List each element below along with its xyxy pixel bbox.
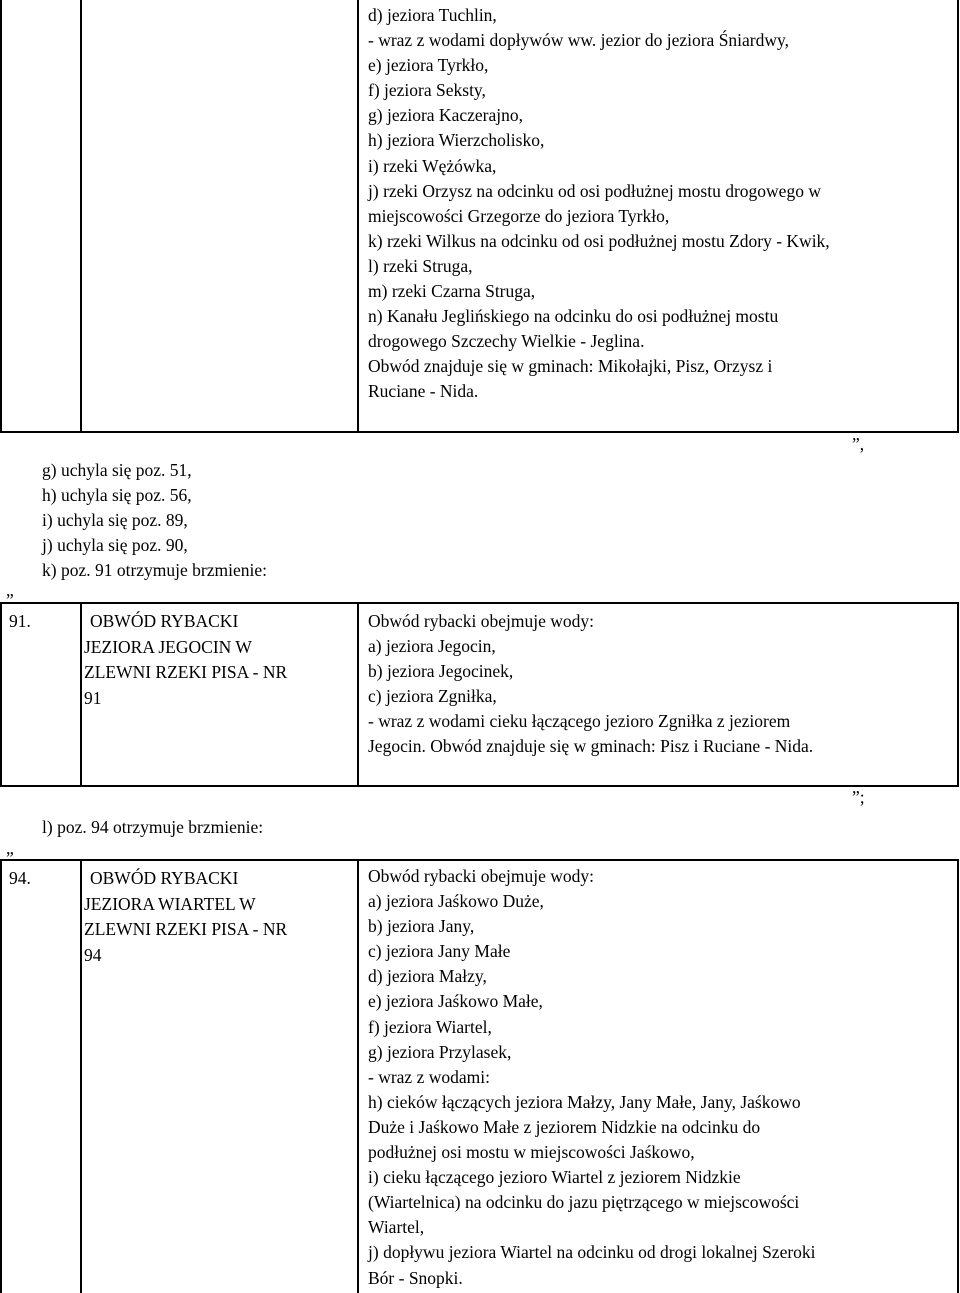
top-description (368, 3, 830, 405)
entry-title (84, 609, 287, 711)
closing-quote-mark: ”, (852, 434, 865, 454)
description-line: Obwód znajduje się w gminach: Mikołajki, Pisz, Orzysz i (368, 356, 773, 377)
entry-number: 91. (9, 611, 31, 631)
description-line: podłużnej osi mostu w miejscowości Jaśkowo, (368, 1142, 695, 1163)
table-border-right (957, 0, 959, 432)
description-line: Jegocin. Obwód znajduje się w gminach: Pisz i Ruciane - Nida. (368, 736, 814, 757)
description-line: Bór - Snopki. (368, 1267, 463, 1288)
table-border-col2 (357, 602, 359, 786)
description-line: k) rzeki Wilkus na odcinku od osi podłużnej mostu Zdory - Kwik, (368, 230, 830, 251)
description-line: m) rzeki Czarna Struga, (368, 281, 536, 302)
description-line: miejscowości Grzegorze do jeziora Tyrkło, (368, 205, 670, 226)
entry-title-line: OBWÓD RYBACKI (90, 868, 239, 888)
amendment-item: j) uchyla się poz. 90, (42, 535, 188, 556)
entry-number: 94. (9, 868, 31, 888)
amendment-item: g) uchyla się poz. 51, (42, 460, 192, 480)
table-border-bottom (0, 431, 959, 433)
description-line: i) rzeki Wężówka, (368, 155, 497, 176)
description-line: - wraz z wodami: (368, 1066, 490, 1087)
table-border-left (0, 602, 2, 786)
description-line: d) jeziora Tuchlin, (368, 5, 497, 25)
description-line: j) rzeki Orzysz na odcinku od osi podłużnej mostu drogowego w (368, 180, 821, 201)
amendment-item-text: l) poz. 94 otrzymuje brzmienie: (42, 817, 264, 837)
entry-title-line: 94 (84, 944, 102, 965)
amendment-item: k) poz. 91 otrzymuje brzmienie: (42, 560, 267, 581)
entry-title-line: JEZIORA JEGOCIN W (84, 636, 252, 657)
table-border-col1 (80, 859, 82, 1293)
description-line: - wraz z wodami dopływów ww. jezior do jeziora Śniardwy, (368, 30, 790, 51)
table-border-right (957, 602, 959, 786)
entry-description (368, 609, 813, 760)
description-line: f) jeziora Seksty, (368, 80, 486, 101)
description-line: c) jeziora Zgniłka, (368, 686, 497, 707)
description-line: drogowego Szczechy Wielkie - Jeglina. (368, 331, 645, 352)
description-line: Obwód rybacki obejmuje wody: (368, 866, 594, 886)
table-border-left (0, 859, 2, 1293)
description-line: c) jeziora Jany Małe (368, 941, 511, 962)
closing-quote-mark: ”; (852, 787, 865, 807)
description-line: j) dopływu jeziora Wiartel na odcinku od drogi lokalnej Szeroki (368, 1242, 816, 1263)
description-line: l) rzeki Struga, (368, 255, 473, 276)
description-line: Ruciane - Nida. (368, 381, 479, 402)
description-line: d) jeziora Małzy, (368, 966, 487, 987)
opening-quote-mark: „ (6, 838, 14, 858)
description-line: a) jeziora Jaśkowo Duże, (368, 891, 544, 912)
entry-title-line: 91 (84, 687, 102, 708)
table-border-col2 (357, 0, 359, 432)
description-line: f) jeziora Wiartel, (368, 1016, 492, 1037)
amendment-list (42, 458, 267, 583)
description-line: Obwód rybacki obejmuje wody: (368, 611, 594, 631)
amendment-item: h) uchyla się poz. 56, (42, 485, 192, 506)
description-line: Wiartel, (368, 1217, 425, 1238)
description-line: g) jeziora Kaczerajno, (368, 105, 523, 126)
opening-quote-mark: „ (6, 580, 14, 600)
description-line: e) jeziora Tyrkło, (368, 55, 489, 76)
entry-title-line: JEZIORA WIARTEL W (84, 893, 256, 914)
entry-title-line: ZLEWNI RZEKI PISA - NR (84, 662, 288, 682)
entry-title-line: ZLEWNI RZEKI PISA - NR (84, 919, 288, 939)
description-line: b) jeziora Jany, (368, 916, 475, 937)
description-line: h) jeziora Wierzcholisko, (368, 130, 545, 151)
description-line: a) jeziora Jegocin, (368, 636, 496, 657)
table-border-col1 (80, 602, 82, 786)
amendment-item (42, 815, 263, 840)
description-line: g) jeziora Przylasek, (368, 1041, 512, 1062)
amendment-item: i) uchyla się poz. 89, (42, 510, 188, 531)
description-line: n) Kanału Jeglińskiego na odcinku do osi podłużnej mostu (368, 306, 779, 327)
description-line: Duże i Jaśkowo Małe z jeziorem Nidzkie na odcinku do (368, 1116, 761, 1137)
description-line: b) jeziora Jegocinek, (368, 661, 514, 682)
description-line: i) cieku łączącego jezioro Wiartel z jeziorem Nidzkie (368, 1167, 741, 1188)
entry-title-line: OBWÓD RYBACKI (90, 611, 239, 631)
description-line: e) jeziora Jaśkowo Małe, (368, 991, 543, 1012)
table-border-bottom (0, 785, 959, 787)
table-border-top (0, 859, 959, 861)
entry-description (368, 864, 816, 1291)
table-border-right (957, 859, 959, 1293)
description-line: - wraz z wodami cieku łączącego jezioro Zgniłka z jeziorem (368, 711, 791, 732)
table-border-col2 (357, 859, 359, 1293)
table-border-top (0, 602, 959, 604)
description-line: h) cieków łączących jeziora Małzy, Jany Małe, Jany, Jaśkowo (368, 1091, 801, 1112)
entry-title (84, 866, 287, 968)
table-border-col1 (80, 0, 82, 432)
table-border-left (0, 0, 2, 432)
description-line: (Wiartelnica) na odcinku do jazu piętrzącego w miejscowości (368, 1192, 800, 1213)
